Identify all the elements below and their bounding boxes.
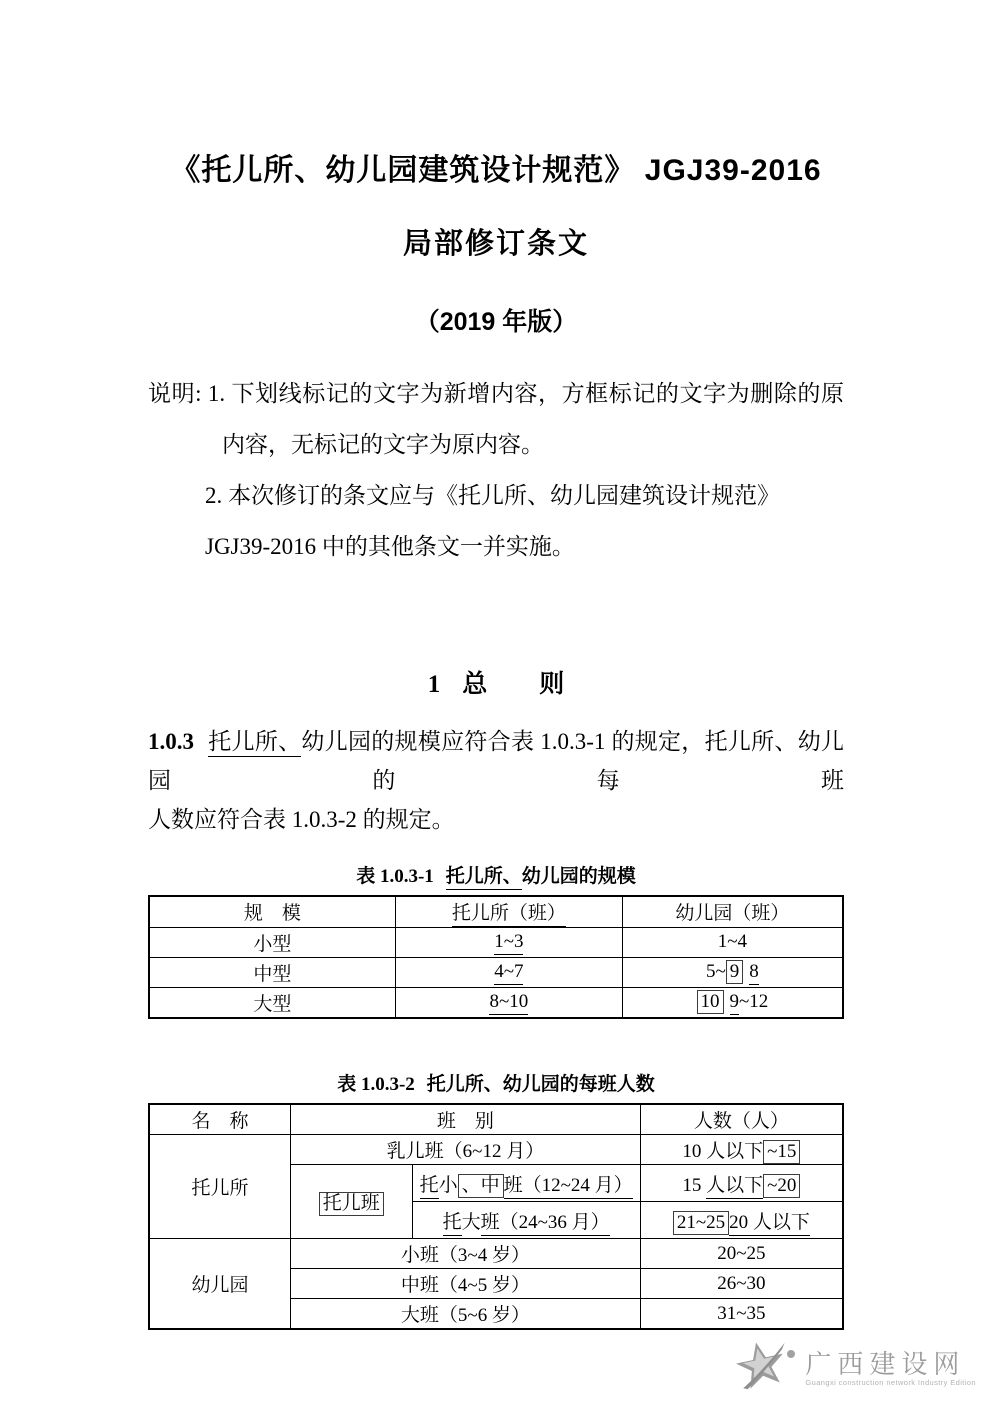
t1-medium-name: 中型 [149,957,395,987]
t2-daban-count: 31~35 [640,1299,843,1330]
kept-text: 5~ [706,961,726,982]
doc-title-line2: 局部修订条文 [402,228,589,260]
table-1-0-3-2 [148,1103,844,1331]
table1-caption [148,861,844,888]
table1-caption-rest: 幼儿园的规模 [521,866,636,887]
doc-title-line1: 《托儿所、幼儿园建筑设计规范》 JGJ39-2016 [170,154,822,187]
t2-xiaoban-class [291,1239,641,1269]
t2-ruerban-class [291,1135,641,1165]
kept-text: 大 [461,1211,481,1233]
new-text: 人以下 [706,1175,763,1199]
new-text: 人以下 [706,1141,763,1165]
t2-header-class: 班 别 [291,1104,641,1135]
t2-header-count: 人数（人） [640,1104,843,1135]
new-text: 托 [420,1175,439,1199]
table1-caption-new: 托儿所、 [446,866,522,890]
new-text: （5~6 岁） [439,1305,530,1329]
new-text: 8~10 [489,991,528,1015]
section-1-heading [148,664,844,700]
table-row [149,927,843,957]
notes-line-2: 内容，无标记的文字为原内容。 [222,432,544,457]
clause-1-0-3 [148,722,844,839]
deleted-text: 10 [697,990,724,1014]
document-content [0,145,992,1330]
t1-small-kg: 1~4 [622,927,843,957]
section-title-char-1: 总 [462,671,488,698]
t1-small-name: 小型 [149,927,395,957]
new-text: 1~3 [494,931,523,955]
new-text: 班（24~36 月） [481,1212,610,1236]
t2-tuoxiao-count [640,1165,843,1202]
table2-caption-rest: 托儿所、幼儿园的每班人数 [426,1073,655,1095]
new-text: 8 [749,961,759,985]
table-1-0-3-1 [148,895,844,1019]
deleted-text: ~20 [763,1174,800,1198]
t1-header-nursery [395,896,622,927]
kept-text: 小 [438,1174,458,1196]
t1-large-name: 大型 [149,987,395,1018]
table-row [149,1135,843,1165]
clause-text: 幼儿园的规模应符合表 1.0.3-1 的规定，托儿所、幼儿园的每班 [148,729,844,793]
kept-text: 10 [682,1141,707,1162]
t1-medium-kg [622,957,843,987]
clause-line-2: 人数应符合表 1.0.3-2 的规定。 [148,807,455,832]
t2-xiaoban-count: 20~25 [640,1239,843,1269]
t1-header-kindergarten: 幼儿园（班） [622,896,843,927]
watermark-tagline: Guangxi construction network Industry Edition [805,1378,976,1387]
t1-small-nursery [395,927,622,957]
t2-tuoda-count [640,1202,843,1239]
kept-text: 乳儿班 [386,1141,444,1162]
t1-large-nursery [395,987,622,1018]
table-row [149,1239,843,1269]
t2-daban-class [291,1299,641,1330]
kept-text: 小班 [400,1245,439,1266]
kept-text: ~12 [739,991,769,1012]
section-number: 1 [427,671,441,698]
t1-medium-nursery [395,957,622,987]
notes-block [148,368,844,572]
new-text: 班（12~24 月） [504,1175,633,1199]
notes-line-4: JGJ39-2016 中的其他条文一并实施。 [205,534,575,559]
t2-header-name: 名 称 [149,1104,291,1135]
t2-zhongban-class [291,1269,641,1299]
deleted-text: 21~25 [673,1211,729,1235]
deleted-text: 、中 [458,1174,504,1198]
t2-ruerban-count [640,1135,843,1165]
t2-zhongban-count: 26~30 [640,1269,843,1299]
notes-line-1: 说明: 1. 下划线标记的文字为新增内容，方框标记的文字为删除的原 [148,381,844,406]
t1-header-nursery-text: 托儿所（班） [452,903,566,927]
new-text: 托 [443,1212,462,1236]
kept-text: 中班 [400,1275,439,1296]
new-text: （6~12 月） [444,1141,545,1165]
doc-edition: （2019 年版） [414,308,578,336]
new-text: 4~7 [494,961,523,985]
table2-caption-label: 表 1.0.3-2 [337,1073,415,1095]
clause-new-text: 托儿所、 [208,729,301,757]
site-watermark [735,1340,976,1397]
table-row [149,896,843,927]
t2-group-kindergarten: 幼儿园 [149,1239,291,1330]
new-text: （3~4 岁） [439,1245,530,1269]
deleted-text: 托儿班 [319,1192,384,1216]
deleted-text: 9 [726,960,744,984]
clause-number: 1.0.3 [148,729,194,754]
section-title-char-2: 则 [539,671,565,698]
t1-header-scale: 规 模 [149,896,395,927]
watermark-text [805,1350,976,1387]
t2-tuoda-class [412,1202,640,1239]
new-text: （4~5 岁） [439,1275,530,1299]
clause-line-1 [148,722,844,800]
table-row [149,987,843,1018]
new-text: 9 [730,991,740,1015]
kept-text: 大班 [400,1305,439,1326]
star-logo-icon [735,1340,797,1397]
deleted-text: ~15 [763,1140,800,1164]
t1-large-kg [622,987,843,1018]
t2-group-nursery: 托儿所 [149,1135,291,1239]
table2-caption [148,1069,844,1096]
table1-caption-label: 表 1.0.3-1 [356,866,434,887]
kept-text: 15 [682,1174,707,1196]
table-row [149,957,843,987]
table-row [149,1104,843,1135]
new-text: 20 人以下 [729,1212,810,1236]
t2-tuoxiao-class [412,1165,640,1202]
notes-line-3: 2. 本次修订的条文应与《托儿所、幼儿园建筑设计规范》 [205,483,780,508]
t2-deleted-group-cell [291,1165,412,1239]
watermark-site-name: 广西建设网 [805,1349,966,1379]
